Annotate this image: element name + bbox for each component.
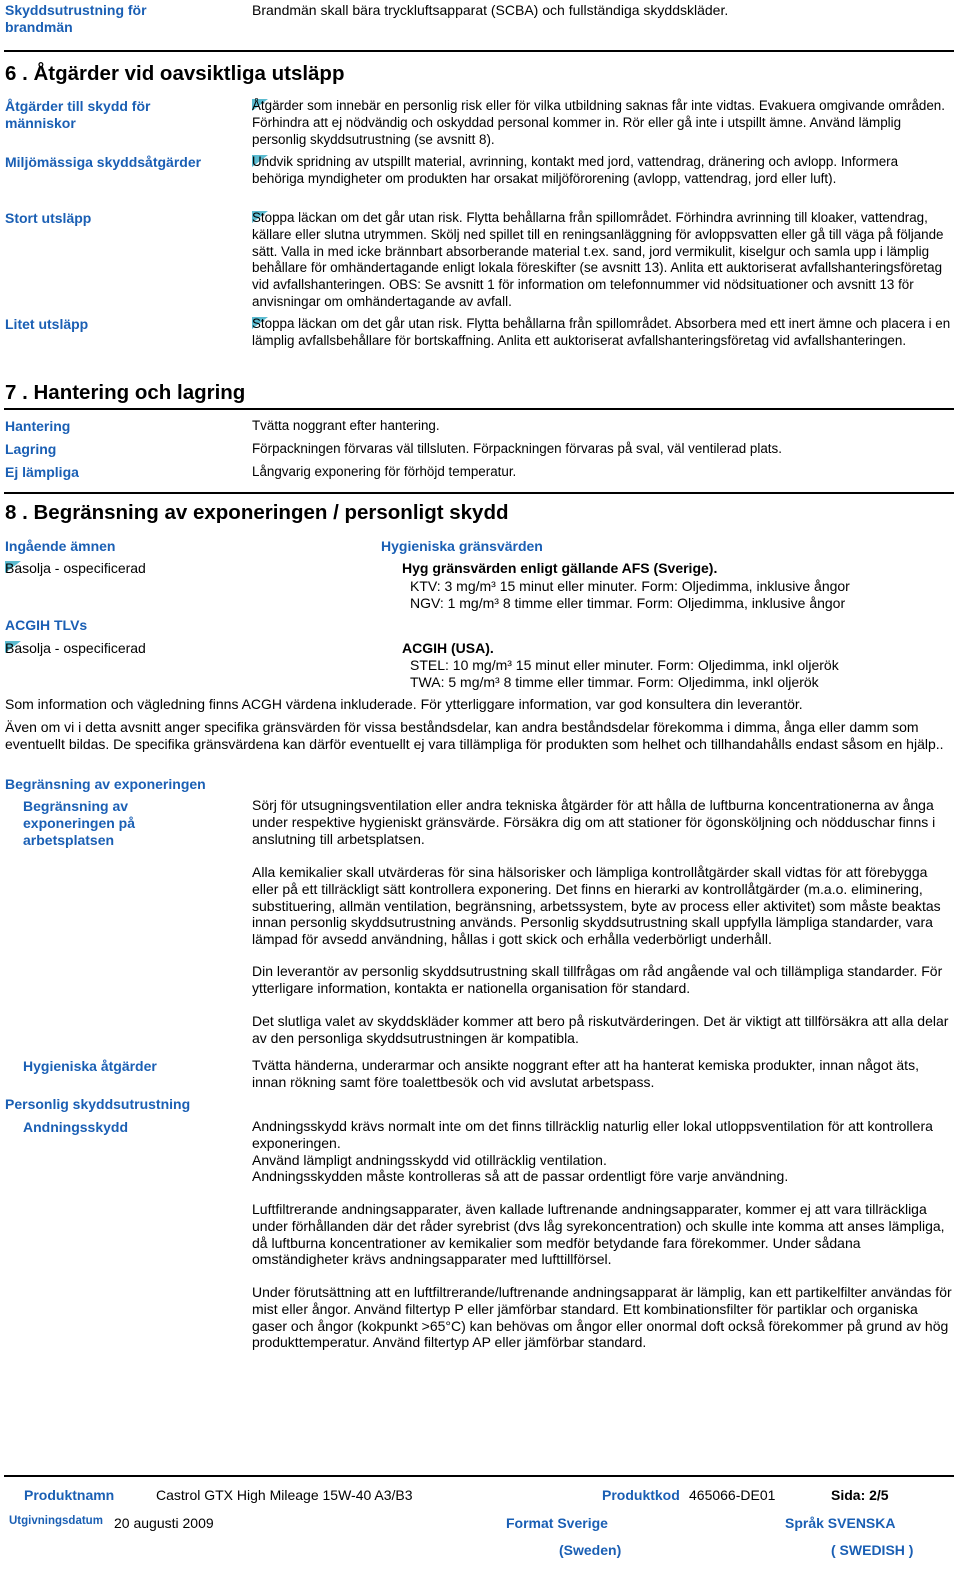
workplace-text-1: Sörj för utsugningsventilation eller andra tekniska åtgärder för att hålla de luftburna koncentrationerna av ånga under respektive hygieniskt gränsvärde. Försäkra dig om att stationer för ögonsköljning och nödduschar finns i anslutning till arbetsplatsen. [252, 797, 936, 847]
section-divider [4, 408, 954, 410]
issue-date-value: 20 augusti 2009 [114, 1515, 214, 1531]
acgih-stel: STEL: 10 mg/m³ 15 minut eller minuter. Form: Oljedimma, inkl oljerök [410, 657, 839, 673]
afs-title: Hyg gränsvärden enligt gällande AFS (Sverige). [402, 560, 718, 576]
issue-date-label: Utgivningsdatum [9, 1515, 103, 1527]
exposure-controls-label: Begränsning av exponeringen [5, 776, 206, 792]
large-spill-text: Stoppa läckan om det går utan risk. Flytta behållarna från spillområdet. Förhindra avrinning till kloaker, vattendrag, källare eller slutna utrymmen. Skölj ned spillet till en reningsanläggning för avloppsvatten eller gå till väga på följande sätt. Valla in med icke brännbart absorberande material t.ex. sand, jord vermikulit, kiselgur och samla upp i lämplig behållare för omhändertagande enligt lokala föreskifter (se avsnitt 13). Anlita ett auktoriserat avfallshanteringsföretag vid avfallshanteringen. OBS: Se avsnitt 1 för information om telefonnummer vid nödsituationer och avsnitt 13 för anvisningar om omhändertagande av avfall. [252, 210, 944, 309]
firefighter-equipment-label: Skyddsutrustning för brandmän [5, 2, 147, 35]
workplace-text-4: Det slutliga valet av skyddskläder kommer att bero på riskutvärderingen. Det är viktigt att tillförsäkra att alla delar av den personliga skyddsutrustningen är kompatibla. [252, 1013, 949, 1046]
product-code-label: Produktkod [602, 1487, 680, 1503]
personal-precautions-label: Åtgärder till skydd för människor [5, 98, 151, 131]
section-divider [4, 492, 954, 494]
section-7-heading: 7 . Hantering och lagring [5, 381, 246, 404]
respiratory-text-4: Luftfiltrerande andningsapparater, även kallade luftrenande andningsapparater, kommer ej att vara tillräckliga under förhållanden där det råder syrebrist (dvs låg syrekoncentration) och skulle inte komma att anses lämpliga, då luftburna koncentrationer av kemikalier som medför betydande fara förekommer. Under sådana omständigheter krävs andningsapparater med lufttillförsel. [252, 1201, 945, 1268]
section-6-heading: 6 . Åtgärder vid oavsiktliga utsläpp [5, 62, 345, 85]
ppe-label: Personlig skyddsutrustning [5, 1096, 191, 1112]
page-footer [4, 1475, 954, 1567]
environmental-precautions-text: Undvik spridning av utspillt material, avrinning, kontakt med jord, vattendrag, dränering och avlopp. Informera behöriga myndigheter om produkten har orsakat miljöförorening (avlopp, vattendrag, jord eller luft). [252, 154, 899, 186]
product-name-label: Produktnamn [24, 1487, 115, 1503]
ingredient-name: Basolja - ospecificerad [5, 560, 146, 576]
acgih-twa: TWA: 5 mg/m³ 8 timme eller timmar. Form: Oljedimma, inkl oljerök [410, 674, 819, 690]
respiratory-text-2: Använd lämpligt andningsskydd vid otillräcklig ventilation. [252, 1152, 607, 1168]
acgih-info-text: Som information och vägledning finns ACGH värdena inkluderade. För ytterliggare information, var god konsultera din leverantör. [5, 696, 803, 712]
personal-precautions-text: Åtgärder som innebär en personlig risk eller för vilka utbildning saknas får inte vidtas. Evakuera omgivande områden. Förhindra att ej nödvändig och oskyddad personal kommer in. Rör eller gå inte i utspillt ämne. Använd lämplig personlig skyddsutrustning (se avsnitt 8). [252, 98, 945, 147]
afs-ngv: NGV: 1 mg/m³ 8 timme eller timmar. Form: Oljedimma, inklusive ångor [410, 595, 846, 611]
language-sub: ( SWEDISH ) [831, 1542, 914, 1558]
acgih-tlv-label: ACGIH TLVs [5, 617, 88, 633]
handling-text: Tvätta noggrant efter hantering. [252, 418, 440, 433]
storage-label: Lagring [5, 441, 57, 457]
firefighter-equipment-text: Brandmän skall bära tryckluftsapparat (SCBA) och fullständiga skyddskläder. [252, 2, 729, 18]
unsuitable-label: Ej lämpliga [5, 464, 79, 480]
large-spill-label: Stort utsläpp [5, 210, 92, 226]
format-label: Format Sverige [506, 1515, 608, 1531]
page-number: Sida: 2/5 [831, 1487, 889, 1503]
ingredients-label: Ingående ämnen [5, 538, 116, 554]
workplace-controls-label: Begränsning av exponeringen på arbetsplatsen [23, 798, 136, 848]
workplace-text-3: Din leverantör av personlig skyddsutrustning skall tillfrågas om råd angående val och tillämpliga standarder. För ytterligare information, kontakta er nationella organisation för standard. [252, 963, 943, 996]
exposure-limits-label: Hygieniska gränsvärden [381, 538, 543, 554]
format-country: (Sweden) [559, 1542, 622, 1558]
respiratory-text-1: Andningsskydd krävs normalt inte om det finns tillräcklig naturlig eller lokal utloppsventilation för att kontrollera exponeringen. [252, 1118, 933, 1151]
acgih-title: ACGIH (USA). [402, 640, 494, 656]
workplace-text-2: Alla kemikalier skall utvärderas för sina hälsorisker och lämpliga kontrollåtgärder skall vidtas för att förebygga eller på ett tillräckligt sätt kontrollera exponering. Det finns en hierarki av kontrollåtgärder (m.a.o. eliminering, substituering, allmän ventilation, begränsning, arbetssystem, byte av process eller aktivitet) som måste beaktas innan personlig skyddsutrustning används. Personlig skyddsutrustning skall uppfylla lämpliga standarder, vara lämpad för avsedd användning, hållas i gott skick och erhålla vederbörligt underhåll. [252, 864, 941, 948]
handling-label: Hantering [5, 418, 71, 434]
small-spill-label: Litet utsläpp [5, 316, 89, 332]
unsuitable-text: Långvarig exponering för förhöjd temperatur. [252, 464, 517, 479]
environmental-precautions-label: Miljömässiga skyddsåtgärder [5, 154, 202, 170]
small-spill-text: Stoppa läckan om det går utan risk. Flytta behållarna från spillområdet. Absorbera med ett inert ämne och placera i en lämplig avfallsbehållare för bortskaffning. Anlita ett auktoriserat avfallshanteringsföretag vid avfallshanteringen. [252, 316, 951, 348]
product-name-value: Castrol GTX High Mileage 15W-40 A3/B3 [156, 1487, 413, 1503]
respiratory-label: Andningsskydd [23, 1119, 129, 1135]
hygiene-measures-label: Hygieniska åtgärder [23, 1058, 157, 1074]
hygiene-measures-text: Tvätta händerna, underarmar och ansikte noggrant efter att ha hanterat kemiska produkter, innan något äts, innan rökning samt före toalettbesök och vid avslutat arbetspass. [252, 1057, 919, 1090]
limits-disclaimer-text: Även om vi i detta avsnitt anger specifika gränsvärden för vissa beståndsdelar, kan andra beståndsdelar förekomma i dimma, ånga eller damm som eventuellt bildas. De specifika gränsvärdena kan därför eventuellt ej vara tillämpliga för produkten som helhet och tillhandahålls endast såsom en hjälp.. [5, 719, 944, 752]
section-divider [4, 50, 954, 52]
afs-ktv: KTV: 3 mg/m³ 15 minut eller minuter. Form: Oljedimma, inklusive ångor [410, 578, 850, 594]
product-code-value: 465066-DE01 [689, 1487, 776, 1503]
storage-text: Förpackningen förvaras väl tillsluten. Förpackningen förvaras på sval, väl ventilerad plats. [252, 441, 782, 456]
ingredient-name: Basolja - ospecificerad [5, 640, 146, 656]
respiratory-text-3: Andningsskydden måste kontrolleras så att de passar ordentligt före varje användning. [252, 1168, 789, 1184]
section-8-heading: 8 . Begränsning av exponeringen / personligt skydd [5, 501, 509, 524]
language-label: Språk SVENSKA [785, 1515, 896, 1531]
respiratory-text-5: Under förutsättning att en luftfiltrerande/luftrenande andningsapparat är lämplig, kan ett partikelfilter användas för mist eller ångor. Använd filtertyp P eller jämförbar standard. Ett kombinationsfilter för partiklar och organiska gaser och ångor (kokpunkt >65°C) kan behövas om ångor eller onormal doft också förekommer på grund av hög produkttemperatur. Använd filtertyp AP eller jämförbar standard. [252, 1284, 952, 1351]
